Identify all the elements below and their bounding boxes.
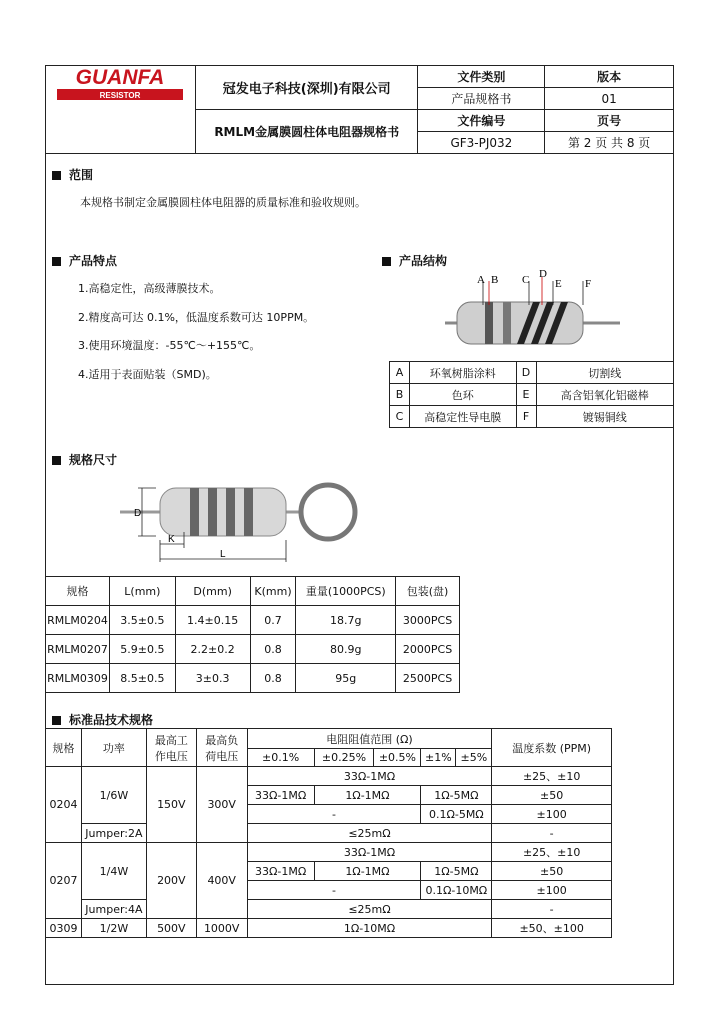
doc-type-value: 产品规格书 bbox=[418, 88, 545, 110]
logo-cell-bottom bbox=[46, 110, 196, 154]
square-bullet-icon bbox=[52, 716, 61, 725]
guanfa-logo bbox=[55, 66, 185, 106]
specs-heading: 标准品技术规格 bbox=[52, 711, 153, 728]
dim-label-k: K bbox=[168, 534, 175, 545]
structure-heading: 产品结构 bbox=[382, 252, 447, 269]
logo-cell bbox=[46, 66, 196, 110]
legend-row: A 环氧树脂涂料 D 切割线 bbox=[390, 362, 674, 384]
square-bullet-icon bbox=[52, 171, 61, 180]
legend-row: C 高稳定性导电膜 F 镀锡铜线 bbox=[390, 406, 674, 428]
version-value: 01 bbox=[545, 88, 674, 110]
doc-type-label: 文件类别 bbox=[418, 66, 545, 88]
dimensions-table bbox=[45, 576, 460, 693]
table-row: RMLM0207 5.9±0.5 2.2±0.2 0.8 80.9g 2000PCS bbox=[46, 635, 460, 664]
square-bullet-icon bbox=[52, 456, 61, 465]
resistor-structure-diagram bbox=[445, 265, 625, 350]
page-label: 页号 bbox=[545, 110, 674, 132]
specs-table: 规格 功率 最高工 作电压 最高负 荷电压 电阻阻值范围 (Ω) 温度系数 (PPM) ±0.1% ±0.25% ±0.5% ±1% ±5% 0204 1/6W 150V 300V 33Ω-1MΩ ±25、±10 33Ω-1MΩ 1Ω-1MΩ 1Ω-5MΩ ±50 - 0.1Ω-5MΩ ±100 Jumper:2A ≤25mΩ - 0207 1/4W 200V 400V 33Ω-1MΩ ±25、±10 33Ω-1MΩ 1Ω-1MΩ 1Ω-5MΩ ±50 - 0.1Ω-10MΩ ±100 Jumper:4A ≤25mΩ - 0309 1/2W 500V 1000V 1Ω-10MΩ ±50、±100 bbox=[45, 728, 612, 938]
structure-label-a: A bbox=[477, 274, 485, 286]
dimensions-heading: 规格尺寸 bbox=[52, 451, 117, 468]
doc-no-label: 文件编号 bbox=[418, 110, 545, 132]
structure-label-f: F bbox=[585, 278, 592, 290]
dimension-diagram bbox=[120, 470, 360, 570]
page-value: 第 2 页 共 8 页 bbox=[545, 132, 674, 154]
company-name: 冠发电子科技(深圳)有限公司 bbox=[195, 66, 418, 110]
spec-row: Jumper:4A ≤25mΩ - bbox=[46, 900, 612, 919]
dim-label-d: D bbox=[134, 508, 142, 519]
spec-row: - 0.1Ω-10MΩ ±100 bbox=[46, 881, 612, 900]
spec-row: 0309 1/2W 500V 1000V 1Ω-10MΩ ±50、±100 bbox=[46, 919, 612, 938]
table-header-row: 规格 L(mm) D(mm) K(mm) 重量(1000PCS) 包装(盘) bbox=[46, 577, 460, 606]
spec-row: - 0.1Ω-5MΩ ±100 bbox=[46, 805, 612, 824]
feature-item: 1.高稳定性，高级薄膜技术。 bbox=[78, 282, 221, 295]
dim-label-l: L bbox=[220, 549, 226, 560]
logo-text: GUANFA bbox=[76, 66, 165, 90]
structure-label-e: E bbox=[555, 278, 562, 290]
scope-text: 本规格书制定金属膜圆柱体电阻器的质量标准和验收规则。 bbox=[80, 196, 366, 209]
logo-subtext: RESISTOR bbox=[100, 91, 141, 101]
features-heading: 产品特点 bbox=[52, 252, 117, 269]
table-row: RMLM0309 8.5±0.5 3±0.3 0.8 95g 2500PCS bbox=[46, 664, 460, 693]
scope-heading: 范围 bbox=[52, 166, 93, 183]
spec-row: Jumper:2A ≤25mΩ - bbox=[46, 824, 612, 843]
structure-label-b: B bbox=[491, 274, 499, 286]
feature-item: 3.使用环境温度：-55℃～+155℃。 bbox=[78, 339, 261, 352]
feature-item: 4.适用于表面贴装（SMD)。 bbox=[78, 368, 217, 381]
square-bullet-icon bbox=[382, 257, 391, 266]
legend-row: B 色环 E 高含铝氧化铝磁棒 bbox=[390, 384, 674, 406]
structure-legend-table bbox=[389, 361, 674, 428]
spec-row: 0204 1/6W 150V 300V 33Ω-1MΩ ±25、±10 bbox=[46, 767, 612, 786]
structure-label-d: D bbox=[539, 268, 547, 280]
spec-row: 33Ω-1MΩ 1Ω-1MΩ 1Ω-5MΩ ±50 bbox=[46, 786, 612, 805]
spec-row: 0207 1/4W 200V 400V 33Ω-1MΩ ±25、±10 bbox=[46, 843, 612, 862]
table-row: RMLM0204 3.5±0.5 1.4±0.15 0.7 18.7g 3000PCS bbox=[46, 606, 460, 635]
document-header bbox=[45, 65, 674, 154]
doc-no-value: GF3-PJ032 bbox=[418, 132, 545, 154]
feature-item: 2.精度高可达 0.1%，低温度系数可达 10PPM。 bbox=[78, 311, 315, 324]
doc-title: RMLM金属膜圆柱体电阻器规格书 bbox=[195, 110, 418, 154]
structure-label-c: C bbox=[522, 274, 530, 286]
spec-row: 33Ω-1MΩ 1Ω-1MΩ 1Ω-5MΩ ±50 bbox=[46, 862, 612, 881]
square-bullet-icon bbox=[52, 257, 61, 266]
version-label: 版本 bbox=[545, 66, 674, 88]
